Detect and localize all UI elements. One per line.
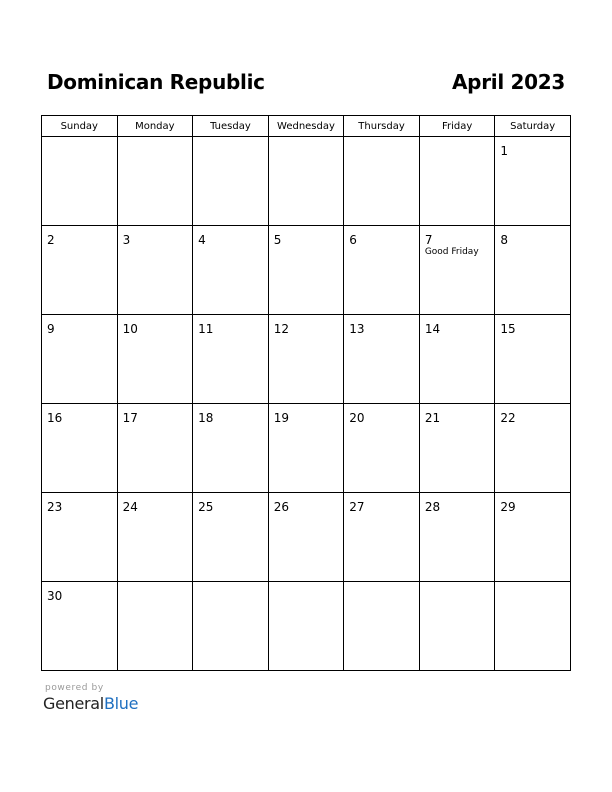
- calendar-day-cell: [344, 582, 420, 671]
- weekday-header-row: [42, 116, 571, 137]
- calendar-day-cell: [495, 404, 571, 493]
- day-number: 15: [500, 322, 516, 336]
- calendar-day-cell: [117, 226, 193, 315]
- calendar-day-cell: [495, 582, 571, 671]
- day-number: 4: [198, 233, 206, 247]
- weekday-thursday: Thursday: [344, 116, 420, 137]
- day-number: 19: [273, 411, 289, 425]
- day-number: 23: [47, 500, 63, 514]
- calendar-day-cell: [419, 226, 495, 315]
- logo-blue-text: Blue: [103, 694, 139, 713]
- calendar-day-cell: [344, 404, 420, 493]
- calendar-week-row: [42, 582, 571, 671]
- day-number: 9: [47, 322, 55, 336]
- calendar-day-cell: [268, 582, 344, 671]
- footer-branding: [43, 683, 138, 713]
- calendar-day-cell: [193, 582, 269, 671]
- calendar-day-cell: [344, 226, 420, 315]
- day-number: 29: [500, 500, 516, 514]
- calendar-day-cell: [268, 137, 344, 226]
- weekday-friday: Friday: [419, 116, 495, 137]
- day-number: 11: [198, 322, 214, 336]
- calendar-day-cell: [268, 226, 344, 315]
- day-number: 21: [424, 411, 441, 425]
- day-number: 13: [349, 322, 365, 336]
- day-number: 6: [349, 233, 357, 247]
- holiday-label: Good Friday: [424, 247, 479, 257]
- calendar-day-cell: [419, 493, 495, 582]
- calendar-day-cell: [419, 582, 495, 671]
- calendar-day-cell: [117, 315, 193, 404]
- day-number: 7: [424, 233, 433, 247]
- day-number: 1: [500, 144, 509, 158]
- day-number: 8: [500, 233, 509, 247]
- day-number: 27: [349, 500, 365, 514]
- calendar-day-cell: [268, 315, 344, 404]
- day-number: 24: [122, 500, 138, 514]
- calendar-week-row: [42, 404, 571, 493]
- calendar-day-cell: [42, 582, 118, 671]
- powered-by-text: powered by: [45, 683, 104, 693]
- calendar-day-cell: [419, 315, 495, 404]
- day-number: 14: [424, 322, 441, 336]
- weekday-saturday: Saturday: [495, 116, 571, 137]
- day-number: 28: [424, 500, 441, 514]
- weekday-wednesday: Wednesday: [268, 116, 344, 137]
- country-title: Dominican Republic: [47, 70, 265, 94]
- calendar-day-cell: [193, 493, 269, 582]
- day-number: 5: [273, 233, 282, 247]
- day-number: 10: [122, 322, 138, 336]
- calendar-day-cell: [495, 137, 571, 226]
- day-number: 25: [198, 500, 214, 514]
- calendar-day-cell: [42, 315, 118, 404]
- weekday-monday: Monday: [117, 116, 193, 137]
- calendar-day-cell: [268, 404, 344, 493]
- calendar-week-row: [42, 315, 571, 404]
- weekday-tuesday: Tuesday: [193, 116, 269, 137]
- calendar-day-cell: [268, 493, 344, 582]
- calendar-day-cell: [344, 315, 420, 404]
- day-number: 3: [122, 233, 131, 247]
- weekday-sunday: Sunday: [42, 116, 118, 137]
- day-number: 12: [273, 322, 289, 336]
- calendar-day-cell: [117, 137, 193, 226]
- calendar-day-cell: [42, 493, 118, 582]
- day-number: 26: [273, 500, 289, 514]
- day-number: 20: [349, 411, 365, 425]
- calendar-day-cell: [419, 137, 495, 226]
- calendar-day-cell: [117, 582, 193, 671]
- day-number: 17: [122, 411, 138, 425]
- day-number: 16: [47, 411, 63, 425]
- calendar-day-cell: [193, 404, 269, 493]
- calendar-day-cell: [419, 404, 495, 493]
- calendar-day-cell: [42, 404, 118, 493]
- calendar-day-cell: [344, 137, 420, 226]
- calendar-header: [47, 70, 565, 98]
- month-title: April 2023: [452, 70, 565, 94]
- calendar-week-row: [42, 137, 571, 226]
- day-number: 2: [47, 233, 55, 247]
- calendar-day-cell: [42, 137, 118, 226]
- calendar-day-cell: [495, 493, 571, 582]
- calendar-day-cell: [193, 315, 269, 404]
- calendar-day-cell: [193, 226, 269, 315]
- logo-general-text: General: [43, 694, 104, 713]
- calendar-day-cell: [193, 137, 269, 226]
- calendar-week-row: [42, 493, 571, 582]
- day-number: 22: [500, 411, 516, 425]
- calendar-day-cell: [495, 315, 571, 404]
- calendar-day-cell: [495, 226, 571, 315]
- calendar-day-cell: [344, 493, 420, 582]
- generalblue-logo: [43, 694, 138, 713]
- calendar-day-cell: [42, 226, 118, 315]
- calendar-week-row: [42, 226, 571, 315]
- calendar-grid: [41, 115, 571, 671]
- calendar-day-cell: [117, 404, 193, 493]
- calendar-day-cell: [117, 493, 193, 582]
- day-number: 18: [198, 411, 214, 425]
- day-number: 30: [47, 589, 63, 603]
